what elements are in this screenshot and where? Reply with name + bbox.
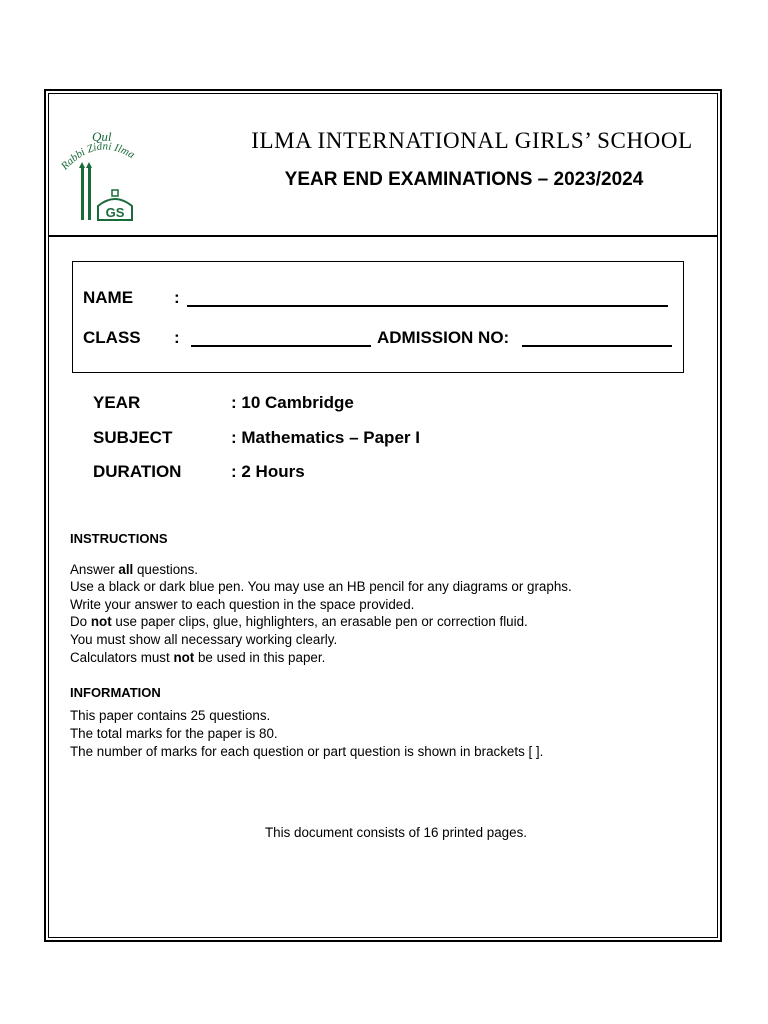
duration-value: : 2 Hours (231, 462, 305, 481)
admission-label: ADMISSION NO: (377, 328, 510, 347)
logo-motto-arc: Rabbi Zidni Ilma (58, 140, 137, 173)
subject-label: SUBJECT (93, 428, 173, 447)
page-count-note: This document consists of 16 printed pages. (264, 825, 527, 840)
candidate-details-box (72, 261, 684, 373)
class-colon: : (174, 328, 180, 347)
instruction-line: Use a black or dark blue pen. You may use an HB pencil for any diagrams or graphs. (70, 579, 572, 594)
logo-motto-top: Qul (92, 129, 112, 144)
name-colon: : (174, 288, 180, 307)
class-field[interactable] (191, 345, 371, 347)
logo-initials: GS (105, 205, 125, 220)
instructions-heading: INSTRUCTIONS (70, 531, 168, 546)
class-label: CLASS (83, 328, 141, 347)
name-field[interactable] (187, 305, 668, 307)
duration-label: DURATION (93, 462, 182, 481)
year-value: : 10 Cambridge (231, 393, 354, 412)
subject-value: : Mathematics – Paper I (231, 428, 420, 447)
header-divider (48, 235, 718, 237)
information-line: The number of marks for each question or part question is shown in brackets [ ]. (70, 744, 544, 759)
information-line: The total marks for the paper is 80. (70, 726, 278, 741)
information-line: This paper contains 25 questions. (70, 708, 271, 723)
instruction-line: Write your answer to each question in the space provided. (70, 597, 415, 612)
instruction-line: Answer all questions. (70, 562, 199, 577)
name-label: NAME (83, 288, 134, 307)
instruction-line: Calculators must not be used in this paper. (70, 650, 326, 665)
school-name: ILMA INTERNATIONAL GIRLS’ SCHOOL (251, 128, 693, 153)
svg-text:Rabbi Zidni Ilma (58, 140, 137, 173)
exam-title: YEAR END EXAMINATIONS – 2023/2024 (284, 169, 644, 190)
instruction-line: Do not use paper clips, glue, highlighters, an erasable pen or correction fluid. (70, 614, 528, 629)
instruction-line: You must show all necessary working clearly. (70, 632, 338, 647)
school-logo (54, 124, 160, 228)
admission-field[interactable] (522, 345, 672, 347)
information-heading: INFORMATION (70, 685, 161, 700)
year-label: YEAR (93, 393, 141, 412)
